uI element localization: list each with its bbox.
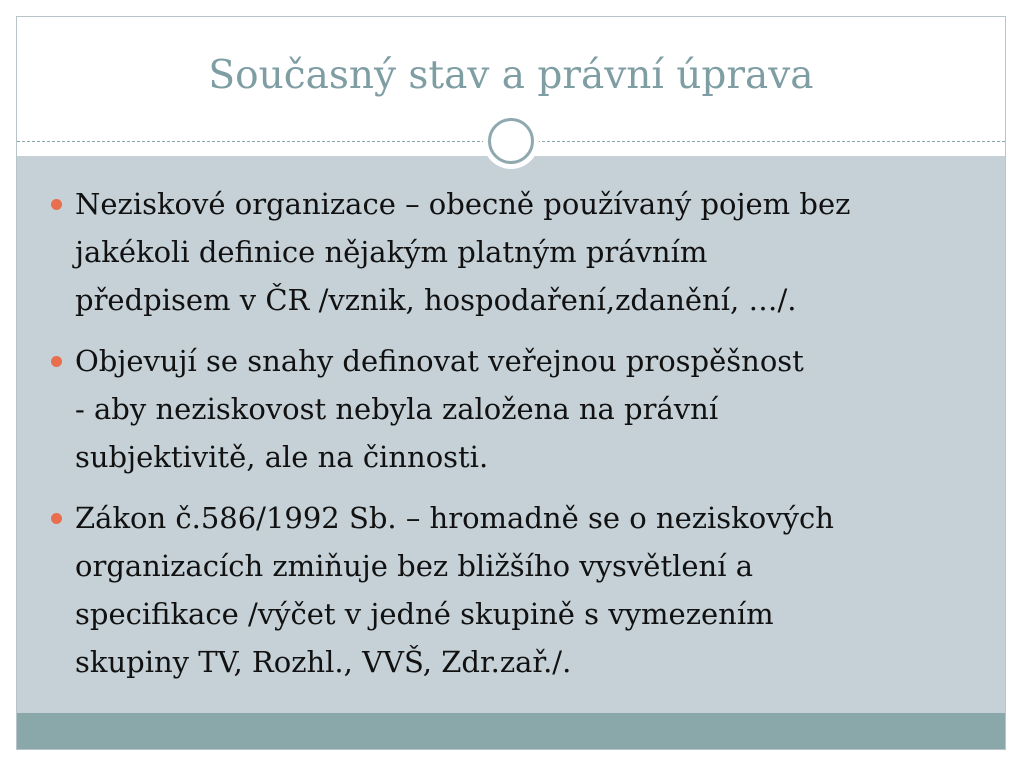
bullet-text-line: - aby neziskovost nebyla založena na právní xyxy=(75,392,719,426)
bullet-text-line: subjektivitě, ale na činnosti. xyxy=(75,440,489,474)
bullet-text-line: Zákon č.586/1992 Sb. – hromadně se o neziskových xyxy=(75,501,834,535)
bullet-dot-icon xyxy=(51,199,62,210)
bullet-text-line: organizacích zmiňuje bez bližšího vysvětlení a xyxy=(75,549,754,583)
bullet-text-line: specifikace /výčet v jedné skupině s vymezením xyxy=(75,597,774,631)
slide-title: Současný stav a právní úprava xyxy=(208,53,814,98)
divider-circle-icon xyxy=(483,113,539,169)
bullet-item xyxy=(49,494,979,686)
bullet-list xyxy=(49,180,979,699)
content-area xyxy=(17,156,1005,714)
bullet-text-line: předpisem v ČR /vznik, hospodaření,zdanění, …/. xyxy=(75,283,797,317)
bullet-item xyxy=(49,337,979,481)
divider-ring xyxy=(488,118,534,164)
bullet-text-line: Neziskové organizace – obecně používaný pojem bez xyxy=(75,187,851,221)
footer-bar xyxy=(17,713,1005,749)
bullet-dot-icon xyxy=(51,356,62,367)
bullet-item xyxy=(49,180,979,324)
bullet-text-line: Objevují se snahy definovat veřejnou prospěšnost xyxy=(75,344,804,378)
slide xyxy=(16,16,1006,750)
bullet-dot-icon xyxy=(51,513,62,524)
bullet-text-line: jakékoli definice nějakým platným právním xyxy=(75,235,708,269)
bullet-text-line: skupiny TV, Rozhl., VVŠ, Zdr.zař./. xyxy=(75,645,572,679)
